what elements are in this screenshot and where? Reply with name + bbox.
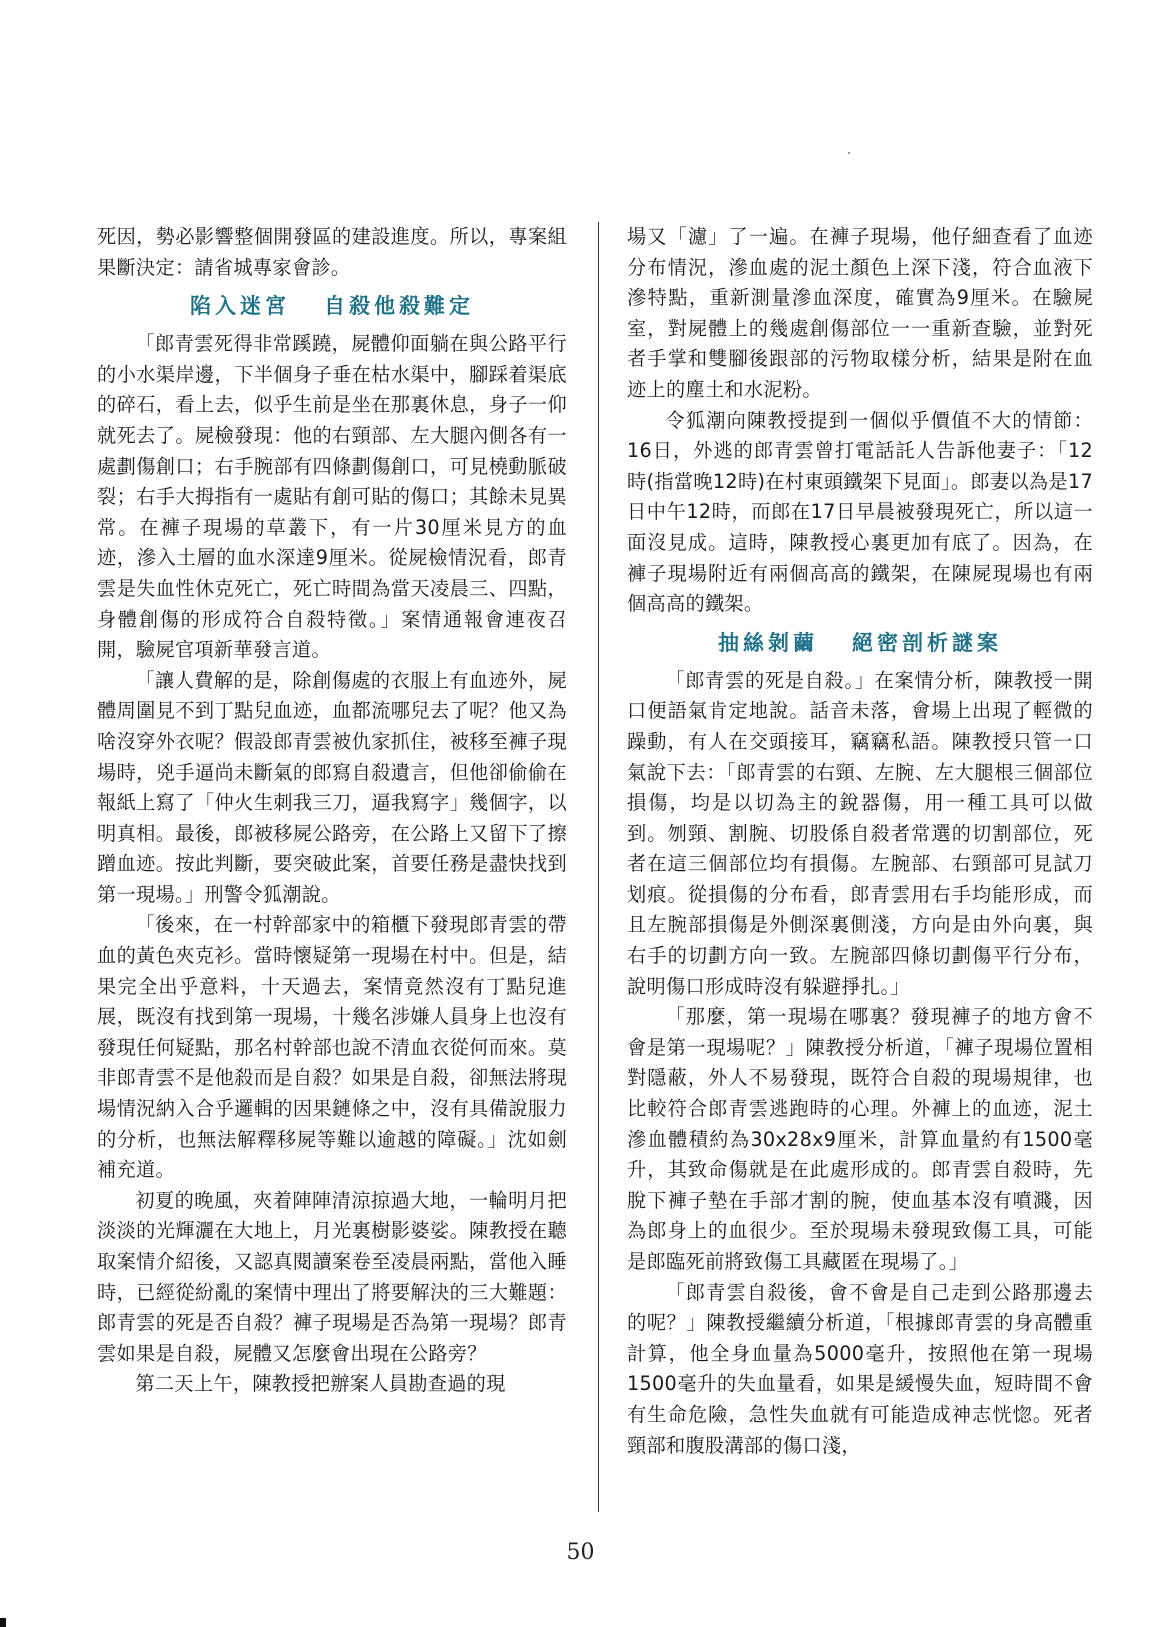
paragraph: 「郎青雲自殺後，會不會是自己走到公路那邊去的呢？」陳教授繼續分析道，「根據郎青雲的身高體重計算，他全身血量為5000毫升，按照他在第一現場1500毫升的失血量看，如果是緩慢失血，短時間不會有生命危險，急性失血就有可能造成神志恍惚。死者頸部和腹股溝部的傷口淺， xyxy=(627,1280,1093,1457)
scan-speck xyxy=(848,152,850,154)
section-heading-part: 自殺他殺難定 xyxy=(324,293,474,319)
paragraph: 場又「濾」了一遍。在褲子現場，他仔細查看了血迹分布情況，滲血處的泥土顏色上深下淺，符合血液下滲特點，重新測量滲血深度，確實為9厘米。在驗屍室，對屍體上的幾處創傷部位一一重新查驗，並對死者手掌和雙腳後跟部的污物取樣分析，結果是附在血迹上的塵土和水泥粉。 xyxy=(627,225,1093,401)
paragraph: 初夏的晚風，夾着陣陣清涼掠過大地，一輪明月把淡淡的光輝灑在大地上，月光裏樹影婆娑。陳教授在聽取案情介紹後，又認真閱讀案卷至凌晨兩點，當他入睡時，已經從紛亂的案情中理出了將要解決的三大難題：郎青雲的死是否自殺？褲子現場是否為第一現場？郎青雲如果是自殺，屍體又怎麼會出現在公路旁？ xyxy=(97,1188,567,1365)
page-number: 50 xyxy=(566,1540,595,1565)
section-heading xyxy=(97,283,567,329)
paragraph: 「郎青雲死得非常蹊蹺，屍體仰面躺在與公路平行的小水渠岸邊，下半個身子垂在枯水渠中，腳踩着渠底的碎石，看上去，似乎生前是坐在那裏休息，身子一仰就死去了。屍檢發現：他的右頸部、左大腿內側各有一處劃傷創口；右手腕部有四條劃傷創口，可見橈動脈破裂；右手大拇指有一處貼有創可貼的傷口；其餘未見異常。在褲子現場的草叢下，有一片30厘米見方的血迹，滲入土層的血水深達9厘米。從屍檢情況看，郎青雲是失血性休克死亡，死亡時間為當天凌晨三、四點，身體創傷的形成符合自殺特徵。」案情通報會連夜召開，驗屍官項新華發言道。 xyxy=(97,332,567,662)
section-heading-part: 陷入迷宮 xyxy=(190,293,290,319)
section-heading-part: 絕密剖析謎案 xyxy=(852,629,1002,655)
left-column xyxy=(97,222,567,1400)
paragraph: 死因，勢必影響整個開發區的建設進度。所以，專案組果斷決定：請省城專家會診。 xyxy=(97,225,567,279)
paragraph: 「讓人費解的是，除創傷處的衣服上有血迹外，屍體周圍見不到丁點兒血迹，血都流哪兒去了呢？他又為啥沒穿外衣呢？假設郎青雲被仇家抓住，被移至褲子現場時，兇手逼尚未斷氣的郎寫自殺遺言，但他卻偷偷在報紙上寫了「仲火生刺我三刀，逼我寫字」幾個字，以明真相。最後，郎被移屍公路旁，在公路上又留下了擦蹭血迹。按此判斷，要突破此案，首要任務是盡快找到第一現場。」刑警令狐潮說。 xyxy=(97,668,567,906)
scan-mark xyxy=(0,1618,6,1627)
paragraph: 「郎青雲的死是自殺。」在案情分析，陳教授一開口便語氣肯定地說。話音未落，會場上出現了輕微的躁動，有人在交頭接耳，竊竊私語。陳教授只管一口氣說下去：「郎青雲的右頸、左腕、左大腿根三個部位損傷，均是以切為主的銳器傷，用一種工具可以做到。刎頸、割腕、切股係自殺者常選的切割部位，死者在這三個部位均有損傷。左腕部、右頸部可見試刀划痕。從損傷的分布看，郎青雲用右手均能形成，而且左腕部損傷是外側深裏側淺，方向是由外向裏，與右手的切劃方向一致。左腕部四條切劃傷平行分布，說明傷口形成時沒有躲避掙扎。」 xyxy=(627,668,1093,998)
paragraph: 令狐潮向陳教授提到一個似乎價值不大的情節：16日，外逃的郎青雲曾打電話託人告訴他妻子：「12時(指當晚12時)在村東頭鐵架下見面」。郎妻以為是17日中午12時，而郎在17日早晨被發現死亡，所以這一面沒見成。這時，陳教授心裏更加有底了。因為，在褲子現場附近有兩個高高的鐵架，在陳屍現場也有兩個高高的鐵架。 xyxy=(627,408,1093,616)
paragraph: 第二天上午，陳教授把辦案人員勘查過的現 xyxy=(135,1372,506,1396)
section-heading-part: 抽絲剝繭 xyxy=(718,629,818,655)
column-divider xyxy=(598,222,599,1512)
paragraph: 「後來，在一村幹部家中的箱櫃下發現郎青雲的帶血的黃色夾克衫。當時懷疑第一現場在村中。但是，結果完全出乎意料，十天過去，案情竟然沒有丁點兒進展，既沒有找到第一現場，十幾名涉嫌人員身上也沒有發現任何疑點，那名村幹部也說不清血衣從何而來。莫非郎青雲不是他殺而是自殺？如果是自殺，卻無法將現場情況納入合乎邏輯的因果鏈條之中，沒有具備說服力的分析，也無法解釋移屍等難以逾越的障礙。」沈如劍補充道。 xyxy=(97,913,567,1182)
paragraph: 「那麼，第一現場在哪裏？發現褲子的地方會不會是第一現場呢？」陳教授分析道，「褲子現場位置相對隱蔽，外人不易發現，既符合自殺的現場規律，也比較符合郎青雲逃跑時的心理。外褲上的血迹，泥土滲血體積約為30x28x9厘米，計算血量約有1500毫升，其致命傷就是在此處形成的。郎青雲自殺時，先脫下褲子墊在手部才割的腕，使血基本沒有噴濺，因為郎身上的血很少。至於現場未發現致傷工具，可能是郎臨死前將致傷工具藏匿在現場了。」 xyxy=(627,1005,1093,1273)
right-column xyxy=(627,222,1093,1461)
section-heading xyxy=(627,620,1093,666)
